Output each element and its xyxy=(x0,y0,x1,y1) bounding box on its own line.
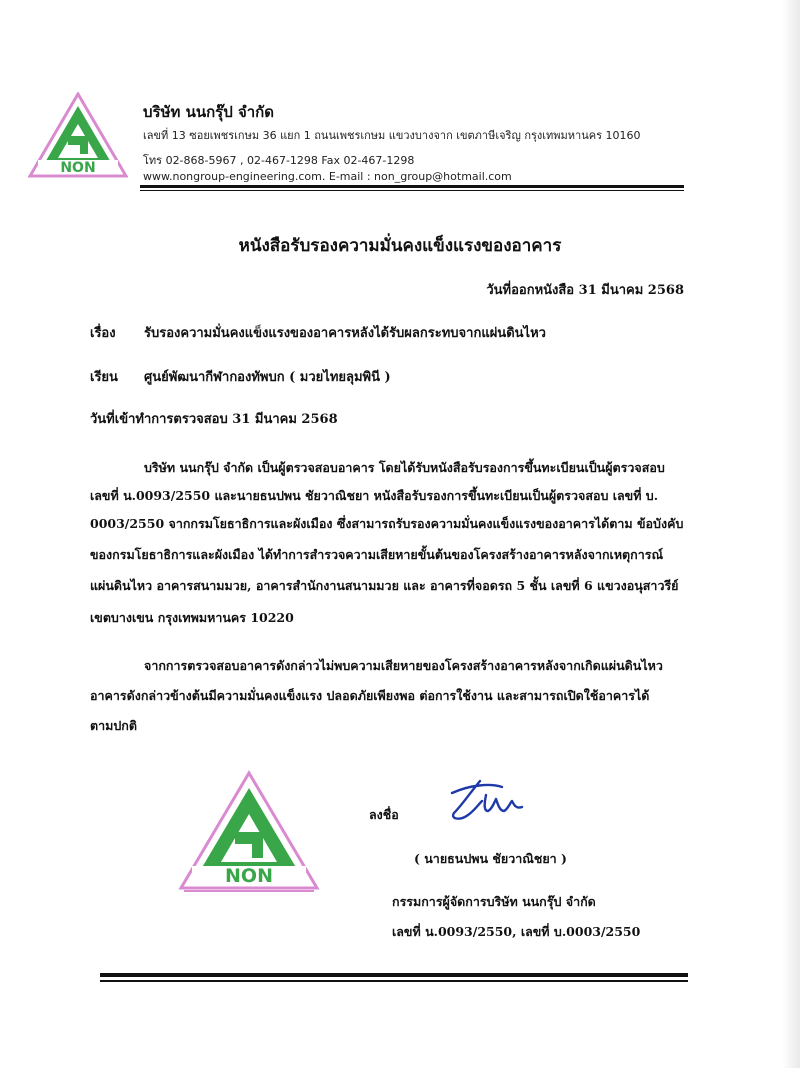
subject-text: รับรองความมั่นคงแข็งแรงของอาคารหลังได้รับผลกระทบจากแผ่นดินไหว xyxy=(144,326,546,341)
issue-date: วันที่ออกหนังสือ 31 มีนาคม 2568 xyxy=(486,283,684,298)
para2-line: จากการตรวจสอบอาคารดังกล่าวไม่พบความเสียหายของโครงสร้างอาคารหลังจากเกิดแผ่นดินไหว xyxy=(144,658,663,673)
company-logo xyxy=(28,92,128,180)
stamp-letters: NON xyxy=(225,865,273,887)
company-web: www.nongroup-engineering.com. E-mail : non_group@hotmail.com xyxy=(143,170,512,183)
signatory-name: ( นายธนปพน ชัยวาณิชยา ) xyxy=(414,851,567,866)
signatory-license: เลขที่ น.0093/2550, เลขที่ บ.0003/2550 xyxy=(392,924,641,939)
company-phone: โทร 02-868-5967 , 02-467-1298 Fax 02-467-1298 xyxy=(143,154,415,167)
to-label: เรียน xyxy=(90,370,118,385)
para1-line: แผ่นดินไหว อาคารสนามมวย, อาคารสำนักงานสนามมวย และ อาคารที่จอดรถ 5 ชั้น เลขที่ 6 แขวงอนุสาวรีย์ xyxy=(90,578,679,593)
company-address: เลขที่ 13 ซอยเพชรเกษม 36 แยก 1 ถนนเพชรเกษม แขวงบางจาก เขตภาษีเจริญ กรุงเทพมหานคร 10160 xyxy=(143,129,641,142)
para1-line: 0003/2550 จากกรมโยธาธิการและผังเมือง ซึ่งสามารถรับรองความมั่นคงแข็งแรงของอาคารได้ตาม ข้อบังคับ xyxy=(90,516,684,531)
header-rule-thick xyxy=(140,185,684,188)
inspection-date: วันที่เข้าทำการตรวจสอบ 31 มีนาคม 2568 xyxy=(90,412,338,427)
para2-line: ตามปกติ xyxy=(90,718,137,733)
para1-line: เขตบางเขน กรุงเทพมหานคร 10220 xyxy=(90,610,294,625)
signatory-position: กรรมการผู้จัดการบริษัท นนกรุ๊ป จำกัด xyxy=(392,894,596,909)
page-edge xyxy=(782,0,800,1068)
header-rule-thin xyxy=(140,190,684,191)
handwritten-signature xyxy=(440,775,540,825)
subject-label: เรื่อง xyxy=(90,326,116,341)
to-text: ศูนย์พัฒนากีฬากองทัพบก ( มวยไทยลุมพินี ) xyxy=(144,370,391,385)
para2-line: อาคารดังกล่าวข้างต้นมีความมั่นคงแข็งแรง ปลอดภัยเพียงพอ ต่อการใช้งาน และสามารถเปิดใช้อาคารได้ xyxy=(90,688,650,703)
company-name: บริษัท นนกรุ๊ป จำกัด xyxy=(143,103,275,121)
footer-rule-thick xyxy=(100,973,688,977)
para1-line: ของกรมโยธาธิการและผังเมือง ได้ทำการสำรวจความเสียหายขั้นต้นของโครงสร้างอาคารหลังจากเหตุการณ์ xyxy=(90,547,664,562)
para1-line: บริษัท นนกรุ๊ป จำกัด เป็นผู้ตรวจสอบอาคาร โดยได้รับหนังสือรับรองการขึ้นทะเบียนเป็นผู้ตรวจสอบ xyxy=(144,460,665,475)
logo-letters: NON xyxy=(60,160,96,176)
company-stamp xyxy=(178,770,320,894)
footer-rule-thin xyxy=(100,980,688,982)
para1-line: เลขที่ น.0093/2550 และนายธนปพน ชัยวาณิชยา หนังสือรับรองการขึ้นทะเบียนเป็นผู้ตรวจสอบ เลขที่ บ. xyxy=(90,488,659,503)
document-title: หนังสือรับรองความมั่นคงแข็งแรงของอาคาร xyxy=(238,236,562,256)
sign-label: ลงชื่อ xyxy=(369,807,399,822)
